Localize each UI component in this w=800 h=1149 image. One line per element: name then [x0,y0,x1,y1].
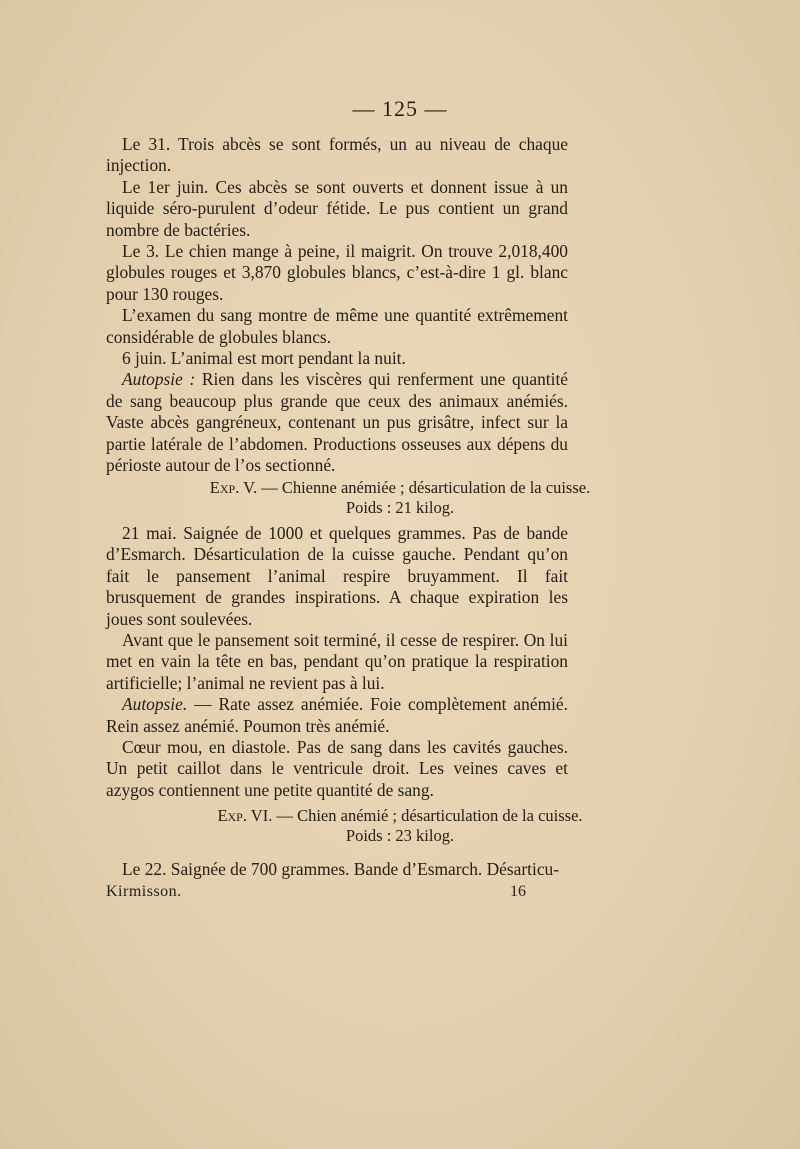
autopsy-paragraph-2 [106,694,568,737]
text-block-3 [106,859,568,880]
paragraph: L’examen du sang montre de même une quantité extrêmement considérable de globules blancs. [106,305,568,347]
experiment-5-label: Exp. V. [209,478,258,497]
autopsy-paragraph-1 [106,369,568,476]
experiment-6-title: — Chien anémié ; désarticulation de la cuisse. [272,806,583,825]
experiment-5-title: — Chienne anémiée ; désarticulation de la cuisse. [257,478,591,497]
paragraph: Avant que le pansement soit terminé, il cesse de respirer. On lui met en vain la tête en bas, pendant qu’on pratique la respiration artificielle; l’animal ne revient pas à lui. [106,630,568,693]
autopsy-label-2: Autopsie. [122,694,188,715]
experiment-6-weight: Poids : 23 kilog. [345,826,455,845]
experiment-6-heading [0,806,800,846]
footer-signature: 16 [510,883,526,900]
paragraph: 21 mai. Saignée de 1000 et quelques grammes. Pas de bande d’Esmarch. Désarticulation de la cuisse gauche. Pendant qu’on fait le pansement l’animal respire bruyamment. Il fait brusquement de grandes inspirations. A chaque expiration les joues sont soulevées. [106,523,568,629]
paragraph: Le 22. Saignée de 700 grammes. Bande d’Esmarch. Désarticu- [122,859,560,879]
paragraph: Le 3. Le chien mange à peine, il maigrit. On trouve 2,018,400 globules rouges et 3,870 globules blancs, c’est-à-dire 1 gl. blanc pour 130 rouges. [106,241,568,304]
experiment-6-title-line [0,806,800,826]
paragraph: Le 31. Trois abcès se sont formés, un au niveau de chaque injection. [106,134,568,176]
page-footer [106,883,526,901]
text-block-1 [106,134,568,477]
page-number: — 125 — [352,96,448,121]
experiment-5-heading [0,478,800,518]
paragraph-group-2 [106,523,568,694]
experiment-5-title-line [0,478,800,498]
autopsy-text-2: — Rate assez anémiée. Foie complètement anémié. Rein assez anémié. Poumon très anémié. [106,694,568,736]
paragraph-group-1 [106,134,568,369]
paragraph-group-2b [106,737,568,801]
experiment-6-label: Exp. VI. [217,806,273,825]
paragraph-group-3 [106,859,568,880]
autopsy-label-1: Autopsie : [122,369,196,390]
paragraph: Le 1er juin. Ces abcès se sont ouverts et donnent issue à un liquide séro-purulent d’odeur fétide. Le pus contient un grand nombre de bactéries. [106,176,568,240]
paragraph: 6 juin. L’animal est mort pendant la nuit. [122,348,406,369]
autopsy-text-1: Rien dans les viscères qui renferment une quantité de sang beaucoup plus grande que ceux des animaux anémiés. Vaste abcès gangréneux, contenant un pus grisâtre, infect sur la partie latérale de l’abdomen. Productions osseuses aux dépens du périoste autour de l’os sectionné. [106,369,568,476]
paragraph: Cœur mou, en diastole. Pas de sang dans les cavités gauches. Un petit caillot dans le ventricule droit. Les veines caves et azygos contiennent une petite quantité de sang. [106,737,568,800]
experiment-5-weight: Poids : 21 kilog. [345,498,455,517]
footer-author: Kirmisson. [106,883,182,900]
text-block-2 [106,523,568,801]
